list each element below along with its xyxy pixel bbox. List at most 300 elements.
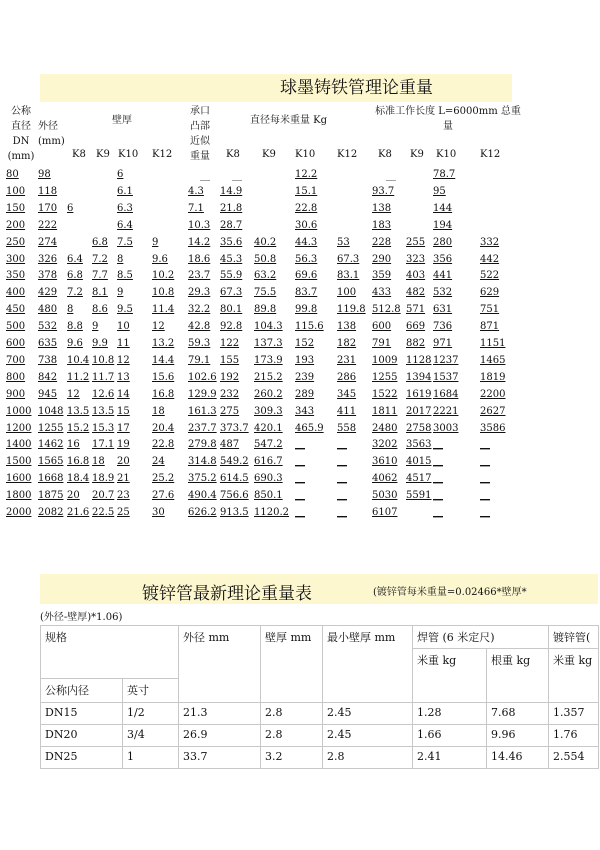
hdr-total (372, 104, 524, 134)
hdr-wall-k9: K9 (96, 149, 110, 160)
cell-dn: 450 (6, 304, 26, 316)
cell-total-k9: 323 (406, 253, 426, 265)
row80-dash-total: __ (386, 170, 396, 181)
cell-dn: 600 (6, 338, 26, 349)
cell-od: 2082 (38, 507, 64, 518)
cell-pm-k9: 309.3 (254, 405, 283, 417)
cell-socket-weight: 279.8 (188, 439, 217, 451)
table-row (41, 725, 599, 747)
cell-socket-weight: 23.7 (188, 270, 211, 282)
cell-dn: 700 (6, 354, 26, 366)
cell-total-k9: 1128 (406, 354, 432, 366)
cell-spec: DN25 (41, 747, 123, 769)
cell-wall-k10: 6.4 (117, 219, 133, 231)
cell-per-root: 9.96 (487, 725, 549, 747)
cell-total-k9: 4517 (406, 473, 432, 485)
cell-total-k10: 3003 (433, 422, 459, 434)
cell-pm-k8: 487 (220, 439, 240, 451)
cell-pm-k8: 28.7 (220, 219, 243, 231)
cell-dn: 400 (6, 287, 26, 299)
cell-total-k10: 736 (433, 321, 453, 333)
cell-pm-k9: 173.9 (254, 354, 283, 366)
cell-total-k12: __ (480, 456, 490, 468)
cell-dn: 1200 (6, 422, 32, 434)
cell-wall-k9: 9.9 (92, 338, 108, 349)
cell-total-k8: 4062 (372, 473, 398, 485)
cell-pm-k8: 155 (220, 354, 240, 366)
cell-pm-k10: 343 (295, 405, 315, 417)
cell-pm-k8: 55.9 (220, 270, 243, 282)
cell-pm-k9: 260.2 (254, 388, 283, 400)
hdr-total-k10: K10 (436, 149, 457, 160)
hdr-per-meter: 直径每米重量 Kg (250, 115, 328, 126)
cell-inch: 3/4 (123, 725, 179, 747)
cell-total-k8: 359 (372, 270, 392, 282)
cell-total-k8: 3202 (372, 439, 398, 451)
cell-total-k10: 631 (433, 304, 453, 316)
cell-pm-k12: __ (337, 507, 347, 518)
cell-total-k8: 1009 (372, 354, 398, 366)
cell-total-k12: 1465 (480, 354, 506, 366)
hdr-od-line1: 外径 (38, 121, 58, 132)
cell-pm-k8: 913.5 (220, 507, 249, 518)
cell-pm-k8: 549.2 (220, 456, 249, 468)
cell-wall-k12: 24 (152, 456, 165, 468)
hdr-wall: 壁厚 (112, 115, 132, 126)
cell-wall-k10: 23 (117, 490, 130, 502)
cell-pm-k10: 289 (295, 388, 315, 400)
cell-pm-k9: 75.5 (254, 287, 277, 299)
cell-total-k9: 2758 (406, 422, 432, 434)
cell-pm-k8: 122 (220, 338, 240, 349)
cell-wall-k8: 9.6 (67, 338, 83, 349)
cell-pm-k10: __ (295, 490, 305, 502)
cell-wall-k9: 13.5 (92, 405, 115, 417)
hdr-welded-pipe: 焊管 (6 米定尺) (413, 626, 549, 649)
cell-wall-k10: 8.5 (117, 270, 133, 282)
cell-pm-k10: __ (295, 439, 305, 451)
cell-dn: 300 (6, 253, 26, 265)
cell-per-root: 7.68 (487, 703, 549, 725)
cell-wall-k12: 13.2 (152, 338, 175, 349)
cell-dn: 2000 (6, 507, 32, 518)
cell-pm-k9: 420.1 (254, 422, 283, 434)
hdr-inch: 英寸 (123, 679, 179, 703)
cell-wall-k8: 16 (67, 439, 80, 451)
cell-socket-weight: 490.4 (188, 490, 217, 502)
cell-wall-k9: 12.6 (92, 388, 115, 400)
cell-total-k9: 403 (406, 270, 426, 282)
cell-od: 1875 (38, 490, 64, 502)
cell-pm-k8: 373.7 (220, 422, 249, 434)
cell-od: 378 (38, 270, 58, 282)
cell-pm-k10: 99.8 (295, 304, 318, 316)
cell-pm-k12: __ (337, 473, 347, 485)
cell-wall-k8: 18.4 (67, 473, 90, 485)
cell-wall-k8: 8 (67, 304, 74, 316)
table-row (41, 747, 599, 769)
cell-total-k12: 442 (480, 253, 500, 265)
cell-wall-k12: 10.2 (152, 270, 175, 282)
row80-dash-socket: __ (200, 170, 210, 181)
cell-total-k10: 532 (433, 287, 453, 299)
cell-total-k10: 144 (433, 202, 453, 214)
cell-pm-k10: 30.6 (295, 219, 318, 231)
cell-wall-k10: 25 (117, 507, 130, 518)
cell-wall-k9: 18 (92, 456, 105, 468)
table-row (41, 703, 599, 725)
cell-pm-k10: 44.3 (295, 236, 318, 248)
cell-wall-k10: 6.1 (117, 185, 133, 197)
hdr-wall-k8: K8 (72, 149, 86, 160)
cell-pm-k9: 89.8 (254, 304, 277, 316)
cell-pm-k10: 22.8 (295, 202, 318, 214)
cell-pm-k9: 547.2 (254, 439, 283, 451)
cell-total-k12: __ (480, 490, 490, 502)
cell-wall-k10: 7.5 (117, 236, 133, 248)
cell-pm-k10: 193 (295, 354, 315, 366)
cell-dn: 200 (6, 219, 26, 231)
cell-total-k8: 290 (372, 253, 392, 265)
cell-pm-k9: 63.2 (254, 270, 277, 282)
cell-pm-k12: 67.3 (337, 253, 360, 265)
cell-total-k12: 871 (480, 321, 500, 333)
cell-pm-k9: 616.7 (254, 456, 283, 468)
table2-formula-part1: (镀锌管每米重量=0.02466*壁厚* (373, 587, 527, 598)
cell-socket-weight: 161.3 (188, 405, 217, 417)
cell-wall-k12: 18 (152, 405, 165, 417)
cell-pm-k8: 14.9 (220, 185, 243, 197)
hdr-pm-k9: K9 (262, 149, 276, 160)
cell-socket-weight: 626.2 (188, 507, 217, 518)
cell-wall-k8: 21.6 (67, 507, 90, 518)
cell-wall: 3.2 (261, 747, 323, 769)
cell-total-k8: 5030 (372, 490, 398, 502)
hdr-od-line2: (mm) (38, 136, 65, 147)
cell-total-k10: 95 (433, 185, 446, 197)
cell-wall-k12: 14.4 (152, 354, 175, 366)
cell-od: 21.3 (179, 703, 261, 725)
cell-wall-k10: 11 (117, 338, 130, 349)
cell-od: 1048 (38, 405, 64, 417)
cell-od: 274 (38, 236, 58, 248)
cell-dn: 80 (6, 169, 19, 180)
cell-total-k12: 751 (480, 304, 500, 316)
cell-dn: 250 (6, 236, 26, 248)
cell-total-k12: __ (480, 473, 490, 485)
cell-total-k9: 571 (406, 304, 426, 316)
cell-pm-k8: 275 (220, 405, 240, 417)
cell-per-root: 14.46 (487, 747, 549, 769)
cell-od: 1565 (38, 456, 64, 468)
cell-total-k10: __ (433, 439, 443, 451)
cell-od: 118 (38, 185, 58, 197)
hdr-spec: 规格 (41, 626, 179, 679)
cell-total-k8: 183 (372, 219, 392, 231)
cell-pm-k8: 35.6 (220, 236, 243, 248)
cell-wall-k8: 15.2 (67, 422, 90, 434)
cell-wall-k10: 20 (117, 456, 130, 468)
cell-wall-k8: 16.8 (67, 456, 90, 468)
table1-title: 球墨铸铁管理论重量 (280, 78, 433, 98)
cell-wall-k8: 6 (67, 202, 74, 214)
cell-total-k10: __ (433, 490, 443, 502)
cell-pm-k9: 690.3 (254, 473, 283, 485)
cell-total-k10: __ (433, 473, 443, 485)
cell-wall-k9: 18.9 (92, 473, 115, 485)
hdr-dn (6, 104, 36, 164)
hdr-dn-line4: (mm) (7, 151, 35, 162)
cell-total-k9: 255 (406, 236, 426, 248)
cell-wall-k9: 7.2 (92, 253, 108, 265)
cell-dn: 500 (6, 321, 26, 333)
cell-total-k12: 3586 (480, 422, 506, 434)
cell-wall-k8: 10.4 (67, 354, 90, 366)
cell-od: 326 (38, 253, 58, 265)
cell-od: 26.9 (179, 725, 261, 747)
cell-od: 33.7 (179, 747, 261, 769)
cell-pm-k12: 119.8 (337, 304, 366, 316)
hdr-socket-line4: 重量 (190, 151, 210, 162)
cell-wall-k9: 7.7 (92, 270, 108, 282)
cell-wall-k12: 30 (152, 507, 165, 518)
cell-total-k8: 2480 (372, 422, 398, 434)
cell-socket-weight: 10.3 (188, 219, 211, 231)
cell-total-k9: 482 (406, 287, 426, 299)
cell-dn: 1400 (6, 439, 32, 451)
cell-wall-k10: 8 (117, 253, 124, 265)
cell-per-meter: 2.41 (413, 747, 487, 769)
cell-dn: 1800 (6, 490, 32, 502)
cell-pm-k10: 465.9 (295, 422, 324, 434)
cell-pm-k8: 232 (220, 388, 240, 400)
cell-wall-k9: 8.1 (92, 287, 108, 299)
hdr-total-k8: K8 (378, 149, 392, 160)
cell-pm-k12: 100 (337, 287, 357, 299)
cell-pm-k10: 152 (295, 338, 315, 349)
cell-socket-weight: 42.8 (188, 321, 211, 333)
cell-total-k10: 971 (433, 338, 453, 349)
cell-pm-k12: 411 (337, 405, 357, 417)
cell-pm-k9: 215.2 (254, 371, 283, 383)
cell-dn: 800 (6, 371, 26, 383)
galvanized-pipe-table (40, 625, 599, 769)
cell-total-k10: 194 (433, 219, 453, 231)
cell-pm-k10: 56.3 (295, 253, 318, 265)
cell-total-k12: 1819 (480, 371, 506, 383)
cell-total-k12: 522 (480, 270, 500, 282)
hdr-min-wall-mm: 最小壁厚 mm (323, 626, 413, 703)
cell-wall-k8: 6.4 (67, 253, 83, 265)
cell-wall-k8: 12 (67, 388, 80, 400)
hdr-total-line2: 量 (443, 121, 453, 132)
cell-socket-weight: 237.7 (188, 422, 217, 434)
hdr-pm-k12: K12 (337, 149, 358, 160)
cell-socket-weight: 59.3 (188, 338, 211, 349)
cell-od: 945 (38, 388, 58, 400)
hdr-per-root-kg: 根重 kg (487, 649, 549, 703)
cell-wall-k12: 12 (152, 321, 165, 333)
cell-pm-k9: 137.3 (254, 338, 283, 349)
cell-wall-k12: 22.8 (152, 439, 175, 451)
hdr-wall-k10: K10 (118, 149, 139, 160)
cell-od: 1668 (38, 473, 64, 485)
cell-od: 170 (38, 202, 58, 214)
cell-wall-k12: 16.8 (152, 388, 175, 400)
cell-wall-k9: 22.5 (92, 507, 115, 518)
cell-total-k12: 629 (480, 287, 500, 299)
cell-wall: 2.8 (261, 725, 323, 747)
cell-total-k9: 5591 (406, 490, 432, 502)
cell-total-k9: 2017 (406, 405, 432, 417)
cell-pm-k8: 67.3 (220, 287, 243, 299)
cell-wall-k9: 15.3 (92, 422, 115, 434)
cell-socket-weight: 79.1 (188, 354, 211, 366)
hdr-dn-line1: 公称 (11, 106, 31, 117)
table2-header-row-1 (41, 626, 599, 649)
cell-pm-k8: 756.6 (220, 490, 249, 502)
cell-wall-k12: 27.6 (152, 490, 175, 502)
cell-pm-k12: __ (337, 490, 347, 502)
cell-galv-per-meter: 2.554 (549, 747, 599, 769)
cell-total-k10: 356 (433, 253, 453, 265)
cell-total-k8: 600 (372, 321, 392, 333)
hdr-nominal-bore: 公称内径 (41, 679, 123, 703)
cell-pm-k10: __ (295, 473, 305, 485)
cell-wall-k10: 9.5 (117, 304, 133, 316)
cell-od: 429 (38, 287, 58, 299)
cell-galv-per-meter: 1.76 (549, 725, 599, 747)
cell-wall-k8: 6.8 (67, 270, 83, 282)
cell-socket-weight: 375.2 (188, 473, 217, 485)
cell-pm-k10: __ (295, 456, 305, 468)
cell-wall-k10: 15 (117, 405, 130, 417)
cell-pm-k9: 50.8 (254, 253, 277, 265)
cell-total-k10: __ (433, 507, 443, 518)
cell-pm-k9: 40.2 (254, 236, 277, 248)
cell-wall-k9: 20.7 (92, 490, 115, 502)
cell-wall-k10: 10 (117, 321, 130, 333)
cell-pm-k8: 80.1 (220, 304, 243, 316)
cell-total-k8: 228 (372, 236, 392, 248)
cell-total-k8: 1255 (372, 371, 398, 383)
cell-wall-k9: 17.1 (92, 439, 115, 451)
cell-total-k9: 882 (406, 338, 426, 349)
cell-total-k8: 433 (372, 287, 392, 299)
cell-wall-k8: 11.2 (67, 371, 90, 383)
cell-od: 738 (38, 354, 58, 366)
cell-wall-k12: 11.4 (152, 304, 175, 316)
cell-pm-k9: 850.1 (254, 490, 283, 502)
cell-min-wall: 2.45 (323, 725, 413, 747)
hdr-galvanized-pipe: 镀锌管( (549, 626, 599, 649)
cell-pm-k10: 115.6 (295, 321, 324, 333)
cell-dn: 1500 (6, 456, 32, 468)
cell-total-k8: 3610 (372, 456, 398, 468)
cell-inch: 1 (123, 747, 179, 769)
hdr-wall-k12: K12 (152, 149, 173, 160)
cell-socket-weight: 102.6 (188, 371, 217, 383)
cell-total-k12: 1151 (480, 338, 506, 349)
cell-pm-k10: 69.6 (295, 270, 318, 282)
cell-od: 1462 (38, 439, 64, 451)
hdr-pm-k8: K8 (226, 149, 240, 160)
table2-formula-part2: (外径-壁厚)*1.06) (40, 612, 123, 623)
cell-pm-k12: 286 (337, 371, 357, 383)
cell-wall-k12: 20.4 (152, 422, 175, 434)
cell-wall-k8: 8.8 (67, 321, 83, 333)
cell-socket-weight: 29.3 (188, 287, 211, 299)
cell-total-k9: 1394 (406, 371, 432, 383)
cell-total-k9: 3563 (406, 439, 432, 451)
cell-wall-k9: 6.8 (92, 236, 108, 248)
cell-pm-k12: __ (337, 439, 347, 451)
cell-wall-k10: 6.3 (117, 202, 133, 214)
cell-total-k10: 280 (433, 236, 453, 248)
hdr-od-mm: 外径 mm (179, 626, 261, 703)
hdr-total-k12: K12 (480, 149, 501, 160)
cell-pm-k12: 231 (337, 354, 357, 366)
cell-pm-k8: 92.8 (220, 321, 243, 333)
cell-wall-k8: 20 (67, 490, 80, 502)
row80-dash-k8: __ (232, 170, 242, 181)
cell-dn: 150 (6, 202, 26, 214)
cell-total-k10: 1237 (433, 354, 459, 366)
cell-wall-k8: 13.5 (67, 405, 90, 417)
cell-od: 1255 (38, 422, 64, 434)
cell-socket-weight: 14.2 (188, 236, 211, 248)
cell-socket-weight: 32.2 (188, 304, 211, 316)
cell-total-k12: 2200 (480, 388, 506, 400)
cell-dn: 1600 (6, 473, 32, 485)
cell-pm-k10: __ (295, 507, 305, 518)
cell-socket-weight: 129.9 (188, 388, 217, 400)
cell-total-k8: 1811 (372, 405, 398, 417)
cell-od: 842 (38, 371, 58, 383)
cell-pm-k8: 192 (220, 371, 240, 383)
cell-pm-k8: 614.5 (220, 473, 249, 485)
cell-total-k12: 332 (480, 236, 500, 248)
cell-socket-weight: 314.8 (188, 456, 217, 468)
table2-title-bar (40, 574, 598, 604)
cell-pm-k12: 138 (337, 321, 357, 333)
hdr-pm-k10: K10 (295, 149, 316, 160)
cell-wall-k12: 15.6 (152, 371, 175, 383)
cell-total-k8: 512.8 (372, 304, 401, 316)
cell-wall-k12: 25.2 (152, 473, 175, 485)
cell-total-k12: __ (480, 439, 490, 451)
cell-wall-k10: 14 (117, 388, 130, 400)
cell-pm-k12: 558 (337, 422, 357, 434)
cell-total-k9: 1619 (406, 388, 432, 400)
cell-socket-weight: 18.6 (188, 253, 211, 265)
cell-spec: DN15 (41, 703, 123, 725)
cell-pm-k8: 45.3 (220, 253, 243, 265)
cell-pm-k10: 12.2 (295, 169, 318, 180)
cell-wall-k10: 12 (117, 354, 130, 366)
cell-wall-k10: 17 (117, 422, 130, 434)
cell-dn: 100 (6, 185, 26, 197)
cell-pm-k9: 104.3 (254, 321, 283, 333)
hdr-socket-line1: 承口 (190, 106, 210, 117)
cell-total-k10: 1537 (433, 371, 459, 383)
cell-od: 635 (38, 338, 58, 349)
cell-wall-k10: 9 (117, 287, 124, 299)
cell-od: 480 (38, 304, 58, 316)
hdr-socket (190, 104, 210, 164)
cell-pm-k8: 21.8 (220, 202, 243, 214)
cell-pm-k12: __ (337, 456, 347, 468)
